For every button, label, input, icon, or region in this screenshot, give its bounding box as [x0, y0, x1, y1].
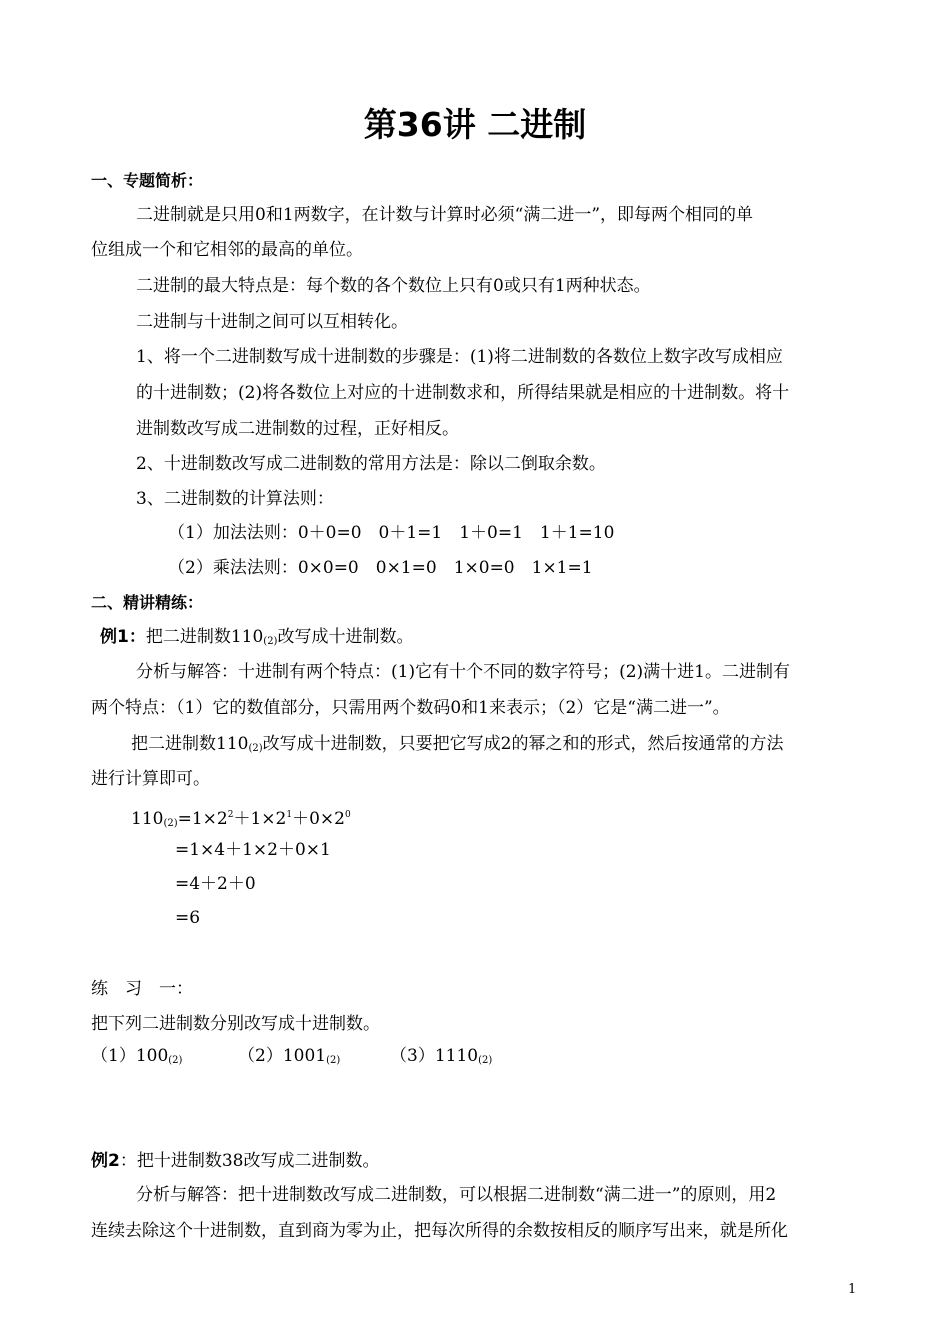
base-subscript: (2) — [248, 743, 263, 754]
paragraph: 二进制就是只用0和1两数字，在计数与计算时必须“满二进一”，即每两个相同的单 — [136, 205, 754, 225]
example-text: 把二进制数110 — [145, 627, 264, 647]
calculation-line: $110_{(2)}=1\times 2^2+1\times 2^1+0\times 2^0$ — [131, 809, 351, 829]
base-subscript: (2) — [263, 636, 278, 647]
practice-item: $(2)1001_{(2)}$ — [238, 1046, 341, 1066]
list-item: 的十进制数；(2)将各数位上对应的十进制数求和，所得结果就是相应的十进制数。将十 — [136, 383, 790, 403]
example-label: 例2 — [91, 1151, 120, 1171]
example-2 — [91, 1149, 379, 1173]
list-item: 3、二进制数的计算法则： — [136, 489, 334, 509]
page-number: 1 — [848, 1282, 857, 1297]
paragraph: 把二进制数$110_{(2)}$改写成十进制数，只要把它写成2的幂之和的形式，然后按通常的方法 — [131, 734, 784, 754]
list-item: 1、将一个二进制数写成十进制数的步骤是：(1)将二进制数的各数位上数字改写成相应 — [136, 347, 783, 367]
paragraph: 连续去除这个十进制数，直到商为零为止，把每次所得的余数按相反的顺序写出来，就是所化 — [91, 1221, 788, 1241]
list-item: 进制数改写成二进制数的过程，正好相反。 — [136, 419, 459, 439]
section-heading-analysis: 一、专题简析： — [91, 171, 204, 190]
practice-item: $(3)1110_{(2)}$ — [390, 1046, 493, 1066]
calculation-step: =1×4＋1×2＋0×1 — [175, 840, 331, 860]
page-title: 第36讲 二进制 — [363, 105, 587, 144]
practice-item: $(1)100_{(2)}$ — [91, 1046, 183, 1066]
calculation-step: =6 — [175, 908, 201, 928]
list-item: 2、十进制数改写成二进制数的常用方法是：除以二倒取余数。 — [136, 454, 606, 474]
example-text-after: 改写成十进制数。 — [277, 627, 414, 647]
paragraph: 进行计算即可。 — [91, 769, 210, 789]
paragraph: 分析与解答：把十进制数改写成二进制数，可以根据二进制数“满二进一”的原则，用2 — [136, 1185, 777, 1205]
section-heading-practice: 二、精讲精练： — [91, 593, 204, 612]
rule-multiplication: （2）乘法法则：0×0=0 0×1=0 1×0=0 1×1=1 — [168, 558, 593, 578]
paragraph: 二进制与十进制之间可以互相转化。 — [136, 312, 408, 332]
calculation-step: =4＋2＋0 — [175, 874, 256, 894]
paragraph: 两个特点：（1）它的数值部分，只需用两个数码0和1来表示；（2）它是“满二进一”。 — [91, 698, 730, 718]
example-1: 例1：把二进制数$110_{(2)}$改写成十进制数。 — [100, 627, 414, 647]
paragraph: 二进制的最大特点是：每个数的各个数位上只有0或只有1两种状态。 — [136, 276, 651, 296]
paragraph: 分析与解答：十进制有两个特点：(1)它有十个不同的数字符号；(2)满十进1。二进制有 — [136, 662, 790, 682]
practice-heading: 练 习 一： — [91, 979, 193, 999]
example-text: ：把十进制数38改写成二进制数。 — [119, 1151, 380, 1171]
paragraph: 位组成一个和它相邻的最高的单位。 — [91, 240, 363, 260]
rule-addition: （1）加法法则：0＋0=0 0＋1=1 1＋0=1 1＋1=10 — [168, 523, 615, 543]
practice-instruction: 把下列二进制数分别改写成十进制数。 — [91, 1014, 380, 1034]
example-label: 例1 — [100, 627, 129, 647]
